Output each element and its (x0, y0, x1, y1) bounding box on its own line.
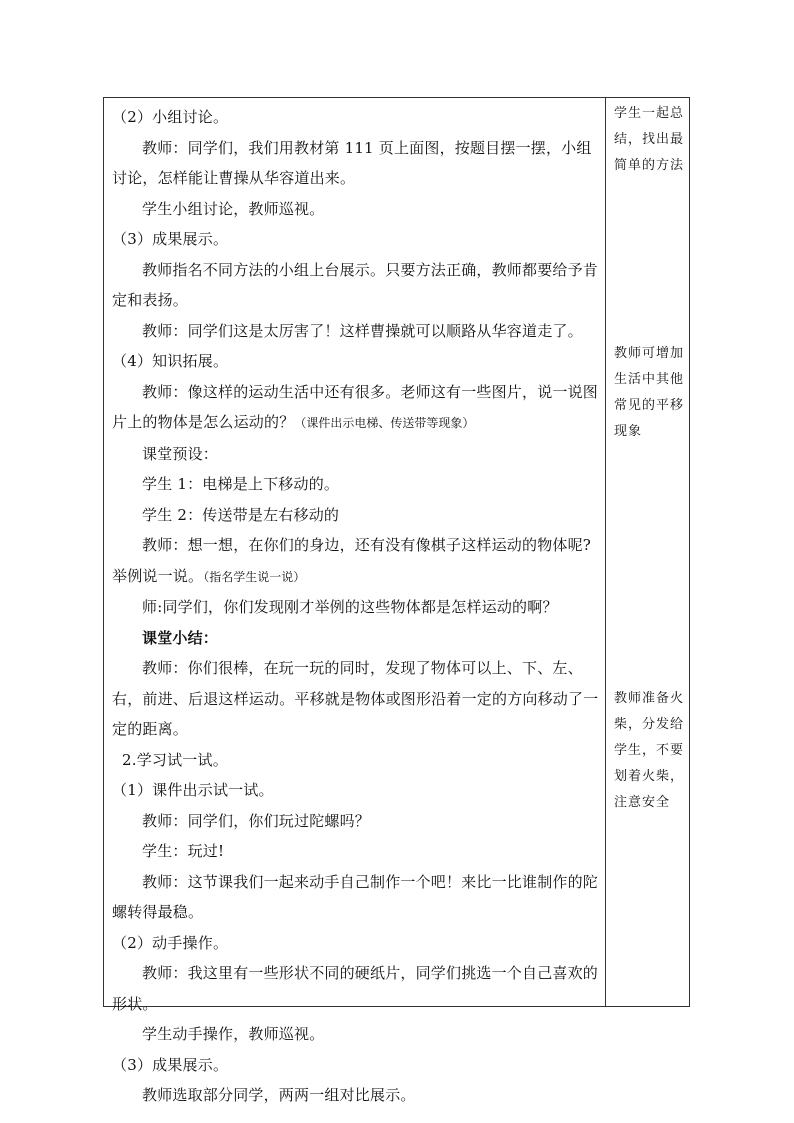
summary-heading: 课堂小结： (142, 628, 219, 647)
paragraph: 教师选取部分同学，两两一组对比展示。 (142, 1086, 416, 1104)
paragraph: 教师：我这里有一些形状不同的硬纸片，同学们挑选一个自己喜欢的形状。 (112, 964, 599, 1013)
teacher-text: 教师：想一想，在你们的身边，还有没有像棋子这样运动的物体呢?举例说一说。 (112, 536, 592, 585)
paragraph: 学生小组讨论，教师巡视。 (142, 199, 325, 218)
paragraph (112, 377, 599, 439)
paragraph: 学生 2：传送带是左右移动的 (142, 505, 340, 524)
paragraph: 师:同学们，你们发现刚才举例的这些物体都是怎样运动的啊？ (142, 598, 558, 616)
column-divider (605, 98, 606, 1006)
part-heading: 2.学习试一试。 (122, 750, 228, 769)
side-note: 教师可增加生活中其他常见的平移现象 (614, 346, 685, 439)
paragraph: 学生 1：电梯是上下移动的。 (142, 475, 340, 493)
lesson-table (103, 97, 690, 1104)
instruction-note: （指名学生说一说） (203, 569, 306, 584)
paragraph: 教师：这节课我们一起来动手自己制作一个吧！来比一比谁制作的陀螺转得最稳。 (112, 872, 599, 921)
section-heading: （4）知识拓展。 (112, 352, 229, 370)
paragraph (112, 530, 599, 592)
courseware-note: （课件出示电梯、传送带等现象） (294, 416, 475, 430)
section-heading: （1）课件出示试一试。 (112, 781, 274, 799)
paragraph: 课堂预设： (142, 444, 219, 463)
side-note: 教师准备火柴，分发给学生，不要划着火柴，注意安全 (614, 691, 685, 810)
section-heading: （2）动手操作。 (112, 933, 229, 952)
section-heading: （2）小组讨论。 (112, 108, 229, 126)
paragraph: 学生：玩过! (142, 842, 225, 860)
paragraph: 教师：同学们，我们用教材第 111 页上面图，按题目摆一摆，小组讨论，怎样能让曹操从华容道出来。 (112, 138, 592, 187)
side-note: 学生一起总结，找出最简单的方法 (614, 106, 685, 173)
main-column (104, 98, 605, 1111)
teacher-text: 教师：像这样的运动生活中还有很多。老师这有一些图片，说一说图片上的物体是怎么运动的？ (112, 382, 599, 431)
paragraph: 学生动手操作，教师巡视。 (142, 1025, 325, 1043)
paragraph: 教师指名不同方法的小组上台展示。只要方法正确，教师都要给予肯定和表扬。 (112, 260, 599, 309)
paragraph: 教师：同学们这是太厉害了！这样曹操就可以顺路从华容道走了。 (142, 321, 583, 340)
paragraph: 教师：同学们，你们玩过陀螺吗？ (142, 811, 371, 830)
paragraph: 教师：你们很棒，在玩一玩的同时，发现了物体可以上、下、左、右，前进、后退这样运动。平移就是物体或图形沿着一定的方向移动了一定的距离。 (112, 659, 599, 738)
section-heading: （3）成果展示。 (112, 1055, 229, 1074)
section-heading: （3）成果展示。 (112, 230, 229, 248)
